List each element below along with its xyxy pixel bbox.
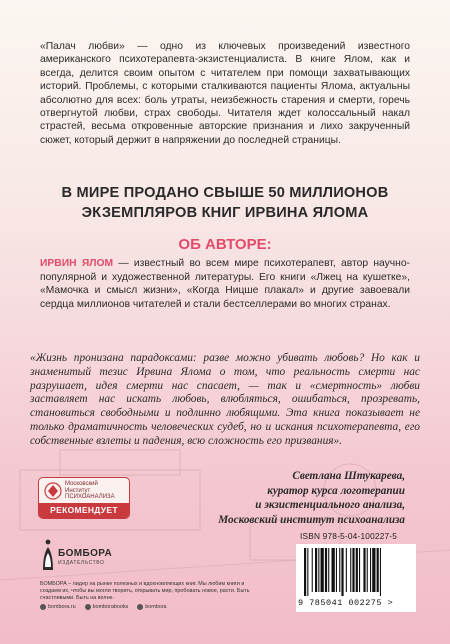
headline-line-2: ЭКЗЕМПЛЯРОВ КНИГ ИРВИНА ЯЛОМА: [81, 205, 369, 221]
barcode-bar: [336, 548, 337, 592]
vk-icon: [85, 604, 91, 610]
about-author-heading: ОБ АВТОРЕ:: [178, 236, 272, 253]
social-vk[interactable]: bomborabooks: [85, 604, 129, 610]
barcode-bar: [318, 548, 319, 592]
barcode-bar: [307, 548, 308, 596]
barcode-bars: [304, 548, 408, 596]
sales-headline: [20, 183, 430, 223]
reviewer-name: Светлана Штукарева,: [292, 470, 405, 482]
instagram-icon: [137, 604, 143, 610]
barcode-bar: [312, 548, 313, 592]
barcode-bar: [363, 548, 365, 592]
barcode-bar: [380, 548, 381, 596]
recommends-label: РЕКОМЕНДУЕТ: [39, 503, 129, 518]
institute-recommends-badge: [38, 477, 130, 519]
barcode-bar: [350, 548, 351, 592]
barcode-bar: [377, 548, 379, 592]
barcode-bar: [328, 548, 329, 592]
publisher-info: БОМБОРА – лидер на рынке полезных и вдохновляющих книг. Мы любим книги и создаем их, чтобы вы могли творить, открывать мир, пробовать новое, расти. Быть счастливыми. Быть на волне.: [40, 581, 250, 601]
barcode-digits: 9 785041 002275 >: [298, 598, 394, 608]
barcode-bar: [356, 548, 358, 592]
author-description: — известный во всем мире психотерапевт, автор научно-популярной и художественной литературы. Его книги «Лжец на кушетке», «Мамочка и смысл жизни», «Когда Ницше плакал» и другие завоевали сердца миллионов читателей и стали бестселлерами во многих странах.: [40, 258, 410, 310]
barcode-bar: [346, 548, 347, 592]
publisher-name: БОМБОРА: [58, 548, 113, 559]
barcode-bar: [367, 548, 368, 592]
social-instagram[interactable]: bombora: [137, 604, 166, 610]
barcode-bar: [370, 548, 371, 592]
publisher-socials: [40, 604, 167, 610]
barcode-bar: [332, 548, 335, 592]
institute-name: Московский Институт ПСИХОАНАЛИЗА: [65, 481, 115, 501]
globe-icon: [40, 604, 46, 610]
intro-paragraph: «Палач любви» — одно из ключевых произведений известного американского психотерапевта-экзистенциалиста. В книге Ялом, как и всегда, делится своим опытом с читателем при помощи захватывающих историй. Проблемы, с которыми сталкиваются пациенты Ялома, актуальны абсолютно для всех: боль утраты, неизбежность старения и смерти, горечь отвергнутой любви, страх свободы. Читателя ждет колоссальный накал страстей, весьма откровенные авторские признания и лихо закрученный сюжет, который держит в напряжении до последней страницы.: [40, 41, 410, 146]
barcode-bar: [339, 548, 340, 592]
reviewer-quote: «Жизнь пронизана парадоксами: разве можно убивать любовь? Но как и знаменитый тезис Ирвина Ялома о том, что реальность смерти нас разрушает, идея смерти нас спасает, — так и «смертность» любви заставляет нас искать любовь, влюбляться, ошибаться, прозревать, становиться свободными и подлинно любящими. Эта книга показывает не только драматичность человеческих судеб, но и искания психотерапевта, его собственные взлеты и падения, всю сложность его призвания».: [30, 352, 420, 447]
reviewer-title-1: куратор курса логотерапии: [267, 484, 405, 497]
about-author-text: [40, 257, 410, 311]
barcode: [296, 544, 416, 612]
institute-seal-icon: [44, 482, 62, 500]
social-website[interactable]: bombora.ru: [40, 604, 76, 610]
author-name: ИРВИН ЯЛОМ: [40, 258, 114, 269]
barcode-bar: [321, 548, 324, 592]
barcode-bar: [304, 548, 306, 596]
reviewer-title-2: и экзистенциального анализа,: [255, 499, 405, 512]
barcode-bar: [359, 548, 360, 592]
barcode-bar: [325, 548, 327, 592]
reviewer-signature: [105, 469, 405, 527]
headline-line-1: В МИРЕ ПРОДАНО СВЫШЕ 50 МИЛЛИОНОВ: [61, 185, 389, 201]
barcode-bar: [315, 548, 317, 592]
barcode-bar: [352, 548, 354, 592]
isbn-label: ISBN 978-5-04-100227-5: [300, 531, 398, 541]
publisher-subtitle: ИЗДАТЕЛЬСТВО: [58, 560, 105, 566]
barcode-bar: [341, 548, 343, 596]
reviewer-institution: Московский институт психоанализа: [218, 513, 405, 526]
barcode-bar: [372, 548, 375, 592]
